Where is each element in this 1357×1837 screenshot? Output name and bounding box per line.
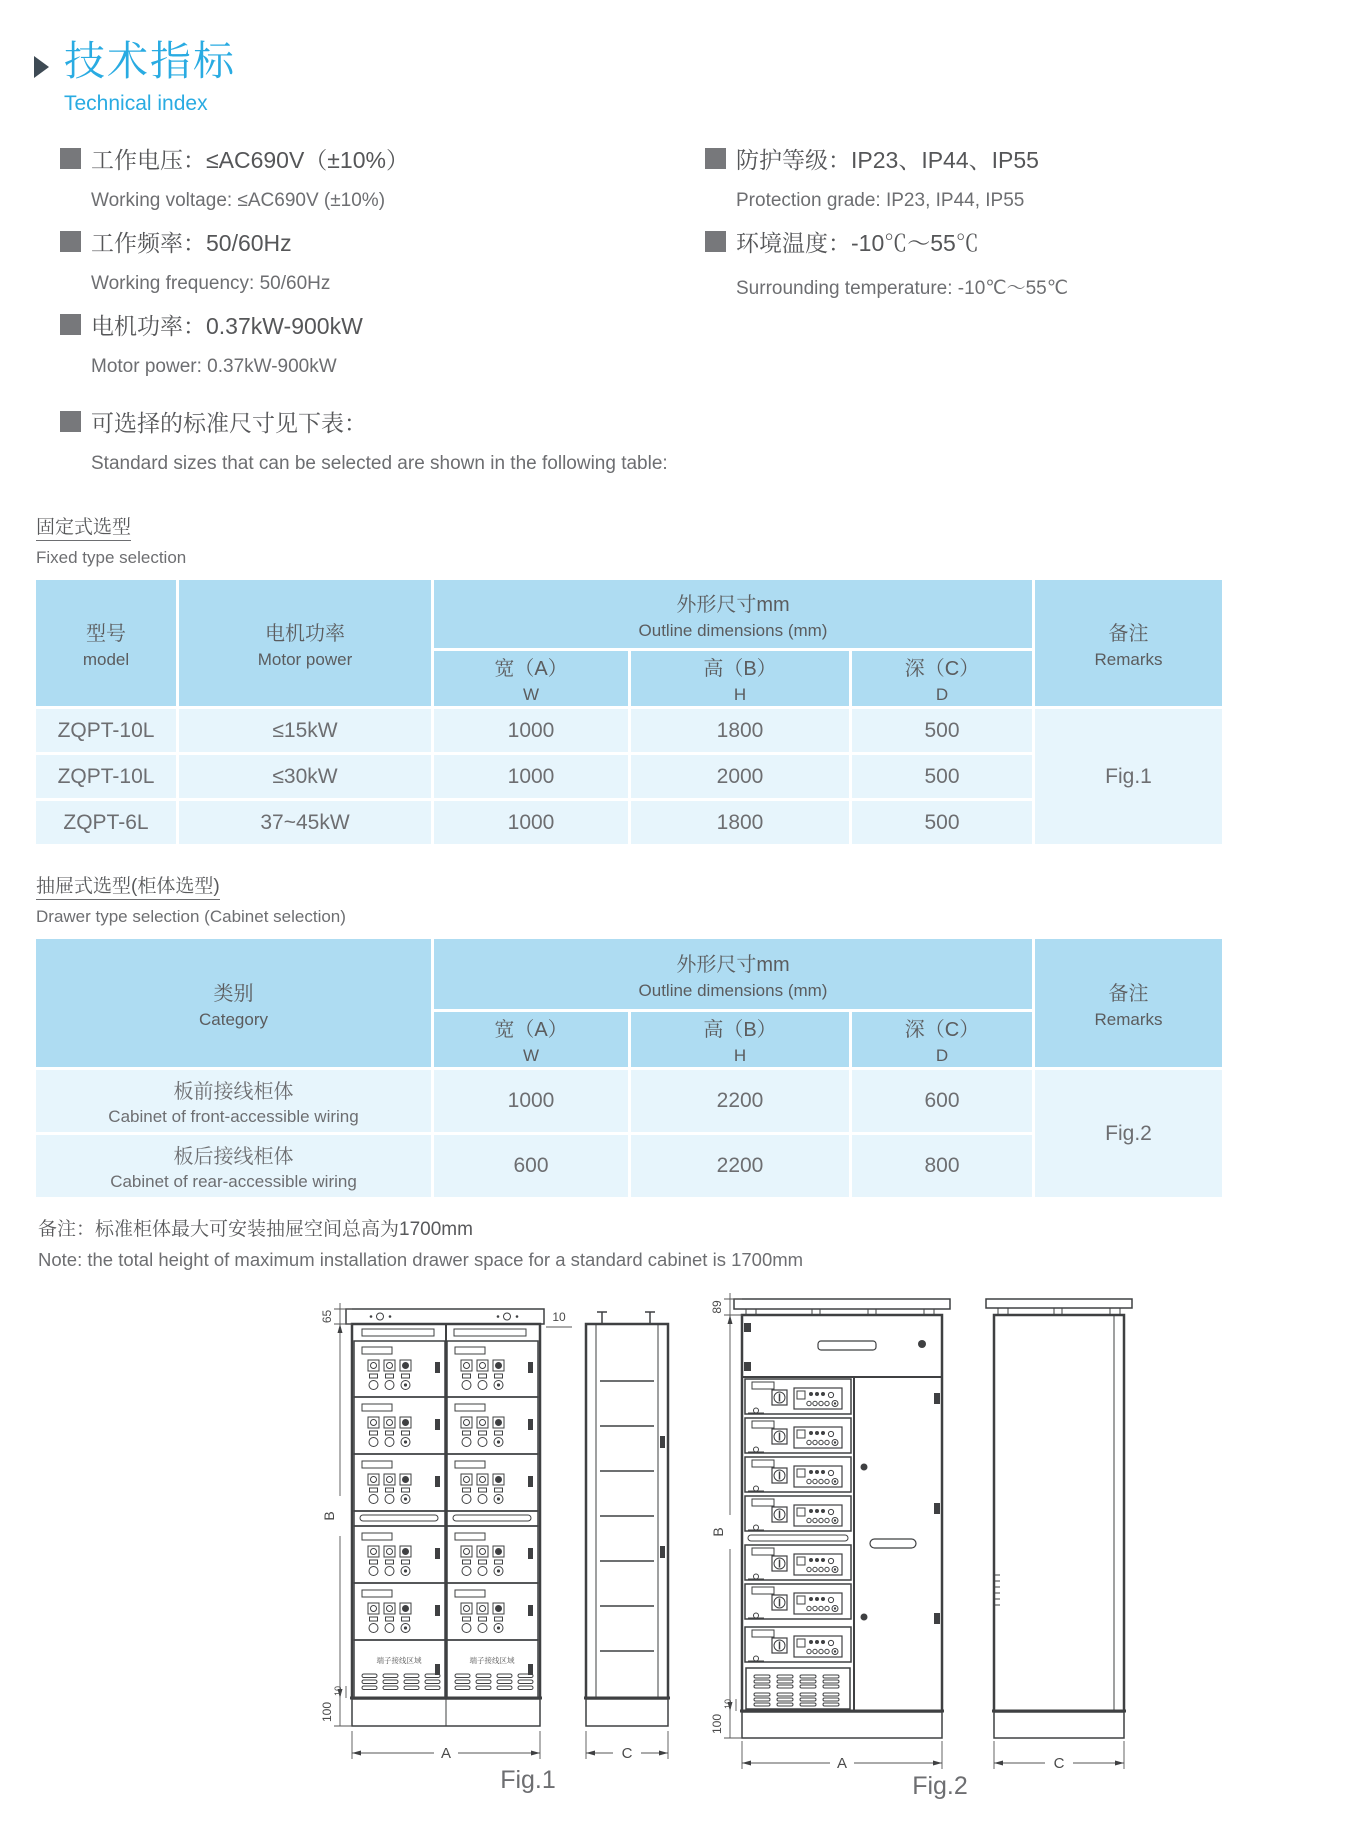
section-label-zh: 抽屉式选型(柜体选型) xyxy=(36,871,220,900)
fig2-caption: Fig.2 xyxy=(912,1772,968,1801)
spec-item xyxy=(60,405,705,475)
note-block xyxy=(0,1214,1357,1271)
bullet-square-icon xyxy=(60,231,81,252)
col-header-outline: 外形尺寸mm Outline dimensions (mm) xyxy=(434,580,1032,648)
fig2-block xyxy=(700,1277,1150,1807)
fig1-terminal-label: 端子接线区域 xyxy=(469,1656,515,1666)
spec-en: Standard sizes that can be selected are shown in the following table: xyxy=(91,453,668,475)
fig1-dim-depth: C xyxy=(621,1745,633,1763)
cell-height: 2200 xyxy=(631,1135,849,1197)
cell-width: 1000 xyxy=(434,755,628,798)
figures-area xyxy=(0,1277,1357,1837)
section-label-zh: 固定式选型 xyxy=(36,512,131,541)
cell-height: 1800 xyxy=(631,801,849,844)
section-drawer-type xyxy=(0,871,1357,927)
col-header-depth: 深（C） D xyxy=(852,651,1032,706)
spec-en: Protection grade: IP23, IP44, IP55 xyxy=(736,190,1025,212)
cell-model: ZQPT-6L xyxy=(36,801,176,844)
spec-item xyxy=(705,142,1357,212)
cell-width: 1000 xyxy=(434,1070,628,1132)
spec-zh: 工作电压：≤AC690V（±10%） xyxy=(91,147,409,174)
bullet-square-icon xyxy=(705,148,726,169)
fig1-dim-bottom: 100 xyxy=(320,1702,334,1723)
spec-item xyxy=(60,225,705,295)
col-header-remarks: 备注 Remarks xyxy=(1035,580,1222,706)
fig2-dim-top: 89 xyxy=(710,1300,724,1314)
cell-depth: 500 xyxy=(852,709,1032,752)
fixed-type-table xyxy=(33,577,1225,847)
cell-height: 2200 xyxy=(631,1070,849,1132)
bullet-square-icon xyxy=(60,411,81,432)
fig2-dim-bottom: 100 xyxy=(710,1714,724,1735)
fig1-dim-top-right: 10 xyxy=(552,1310,566,1325)
note-en: Note: the total height of maximum installation drawer space for a standard cabinet is 1700mm xyxy=(38,1249,804,1271)
page-header xyxy=(0,0,1357,116)
cell-depth: 800 xyxy=(852,1135,1032,1197)
fig1-block xyxy=(300,1291,730,1801)
cell-depth: 500 xyxy=(852,755,1032,798)
fig2-dim-small: 10 xyxy=(723,1699,733,1710)
col-header-remarks: 备注 Remarks xyxy=(1035,939,1222,1067)
spec-en: Working frequency: 50/60Hz xyxy=(91,273,331,295)
col-header-width: 宽（A） W xyxy=(434,651,628,706)
col-header-outline: 外形尺寸mm Outline dimensions (mm) xyxy=(434,939,1032,1009)
cell-width: 1000 xyxy=(434,709,628,752)
fig1-dim-width: A xyxy=(440,1745,452,1763)
cell-height: 2000 xyxy=(631,755,849,798)
title-block xyxy=(64,40,236,116)
spec-zh: 环境温度：-10℃～55℃ xyxy=(736,230,979,257)
col-header-height: 高（B） H xyxy=(631,651,849,706)
fig1-drawing xyxy=(300,1291,730,1796)
col-header-model: 型号 model xyxy=(36,580,176,706)
fig2-drawing xyxy=(700,1277,1150,1802)
spec-item xyxy=(60,142,705,212)
cell-power: 37~45kW xyxy=(179,801,431,844)
fig2-dim-width: A xyxy=(836,1755,848,1773)
spec-item xyxy=(705,225,1357,300)
bullet-square-icon xyxy=(705,231,726,252)
cell-category: 板后接线柜体 Cabinet of rear-accessible wiring xyxy=(36,1135,431,1197)
section-label-en: Drawer type selection (Cabinet selection) xyxy=(36,907,346,927)
spec-en: Working voltage: ≤AC690V (±10%) xyxy=(91,190,386,212)
cell-remark: Fig.2 xyxy=(1035,1070,1222,1197)
fig1-terminal-label: 端子接线区域 xyxy=(376,1656,422,1666)
col-header-width: 宽（A） W xyxy=(434,1012,628,1067)
page-subtitle: Technical index xyxy=(64,92,208,116)
spec-en: Motor power: 0.37kW-900kW xyxy=(91,356,337,378)
cell-width: 600 xyxy=(434,1135,628,1197)
page-title: 技术指标 xyxy=(64,38,236,84)
bullet-square-icon xyxy=(60,148,81,169)
cell-depth: 500 xyxy=(852,801,1032,844)
cell-height: 1800 xyxy=(631,709,849,752)
col-header-motor-power: 电机功率 Motor power xyxy=(179,580,431,706)
spec-en: Surrounding temperature: -10℃～55℃ xyxy=(736,278,1069,300)
spec-list xyxy=(0,116,1357,488)
cell-model: ZQPT-10L xyxy=(36,709,176,752)
arrow-right-icon xyxy=(34,56,49,78)
spec-zh: 防护等级：IP23、IP44、IP55 xyxy=(736,147,1039,174)
fig1-dim-top: 65 xyxy=(320,1309,334,1324)
table-header-row xyxy=(36,580,1222,648)
drawer-type-table xyxy=(33,936,1225,1200)
section-label-en: Fixed type selection xyxy=(36,548,187,568)
spec-zh: 可选择的标准尺寸见下表： xyxy=(91,410,367,437)
cell-category: 板前接线柜体 Cabinet of front-accessible wiring xyxy=(36,1070,431,1132)
bullet-square-icon xyxy=(60,314,81,335)
fig1-dim-height: B xyxy=(321,1511,337,1521)
cell-power: ≤15kW xyxy=(179,709,431,752)
col-header-depth: 深（C） D xyxy=(852,1012,1032,1067)
section-fixed-type xyxy=(0,512,1357,568)
spec-column-right xyxy=(705,142,1357,488)
cell-model: ZQPT-10L xyxy=(36,755,176,798)
fig1-caption: Fig.1 xyxy=(500,1766,556,1795)
fig2-dim-depth: C xyxy=(1053,1755,1065,1773)
note-zh: 备注：标准柜体最大可安装抽屉空间总高为1700mm xyxy=(38,1219,473,1241)
spec-zh: 工作频率：50/60Hz xyxy=(91,230,292,257)
fig1-dim-small: 10 xyxy=(333,1686,343,1697)
table-row xyxy=(36,709,1222,752)
cell-power: ≤30kW xyxy=(179,755,431,798)
spec-zh: 电机功率：0.37kW-900kW xyxy=(91,313,363,340)
spec-item xyxy=(60,308,705,378)
spec-column-left xyxy=(60,142,705,488)
cell-remark: Fig.1 xyxy=(1035,709,1222,844)
col-header-height: 高（B） H xyxy=(631,1012,849,1067)
table-row xyxy=(36,1070,1222,1132)
col-header-category: 类别 Category xyxy=(36,939,431,1067)
fig2-dim-height: B xyxy=(710,1527,726,1537)
cell-width: 1000 xyxy=(434,801,628,844)
table-header-row xyxy=(36,939,1222,1009)
cell-depth: 600 xyxy=(852,1070,1032,1132)
